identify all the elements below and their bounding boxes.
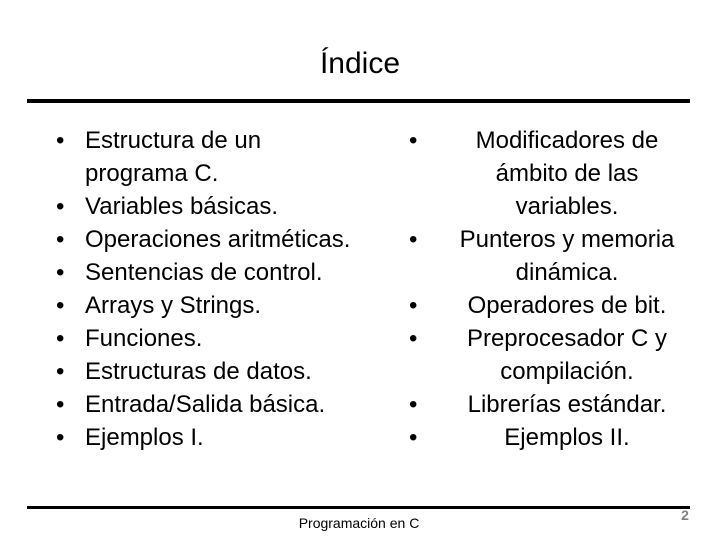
list-item xyxy=(409,124,692,223)
bullet-icon: • xyxy=(409,424,418,451)
bullet-icon: • xyxy=(56,358,65,385)
bullet-icon: • xyxy=(409,391,418,418)
list-item xyxy=(56,388,405,421)
bullet-icon: • xyxy=(409,292,418,319)
bullet-icon: • xyxy=(56,127,65,154)
list-item xyxy=(56,289,405,322)
left-bullet-list xyxy=(56,124,405,454)
title-divider xyxy=(27,99,690,103)
list-item xyxy=(409,322,692,388)
list-item-text: Preprocesador C y compilación. xyxy=(466,325,668,385)
list-item xyxy=(409,223,692,289)
list-item-text: Librerías estándar. xyxy=(467,391,667,418)
list-item xyxy=(409,421,692,454)
bullet-icon: • xyxy=(56,193,65,220)
slide-title: Índice xyxy=(319,47,401,80)
bullet-icon: • xyxy=(56,325,65,352)
list-item-text: Estructura de un programa C. xyxy=(85,127,262,187)
list-item-text: Modificadores de ámbito de las variables. xyxy=(475,127,659,220)
bullet-icon: • xyxy=(409,127,418,154)
list-item-text: Operadores de bit. xyxy=(467,292,667,319)
list-item-text: Ejemplos II. xyxy=(504,424,630,451)
list-item xyxy=(56,421,405,454)
list-item-text: Punteros y memoria dinámica. xyxy=(459,226,675,286)
list-item xyxy=(56,190,405,223)
list-item xyxy=(409,289,692,322)
bullet-icon: • xyxy=(56,226,65,253)
list-item xyxy=(409,388,692,421)
list-item xyxy=(56,355,405,388)
bullet-icon: • xyxy=(56,292,65,319)
list-item-text: Sentencias de control. xyxy=(85,259,323,286)
list-item xyxy=(56,256,405,289)
footer-text: Programación en C xyxy=(298,515,420,531)
list-item xyxy=(56,124,295,190)
list-item-text: Operaciones aritméticas. xyxy=(85,226,351,253)
page-number: 2 xyxy=(681,507,689,523)
footer-divider xyxy=(27,506,690,509)
right-bullet-list xyxy=(409,124,692,454)
bullet-icon: • xyxy=(56,424,65,451)
list-item-text: Ejemplos I. xyxy=(85,424,204,451)
list-item-text: Arrays y Strings. xyxy=(85,292,262,319)
list-item-text: Estructuras de datos. xyxy=(85,358,312,385)
bullet-icon: • xyxy=(56,259,65,286)
bullet-icon: • xyxy=(56,391,65,418)
bullet-icon: • xyxy=(409,325,418,352)
bullet-icon: • xyxy=(409,226,418,253)
list-item-text: Variables básicas. xyxy=(85,193,278,220)
list-item xyxy=(56,322,405,355)
list-item-text: Entrada/Salida básica. xyxy=(85,391,326,418)
list-item xyxy=(56,223,405,256)
list-item-text: Funciones. xyxy=(85,325,203,352)
